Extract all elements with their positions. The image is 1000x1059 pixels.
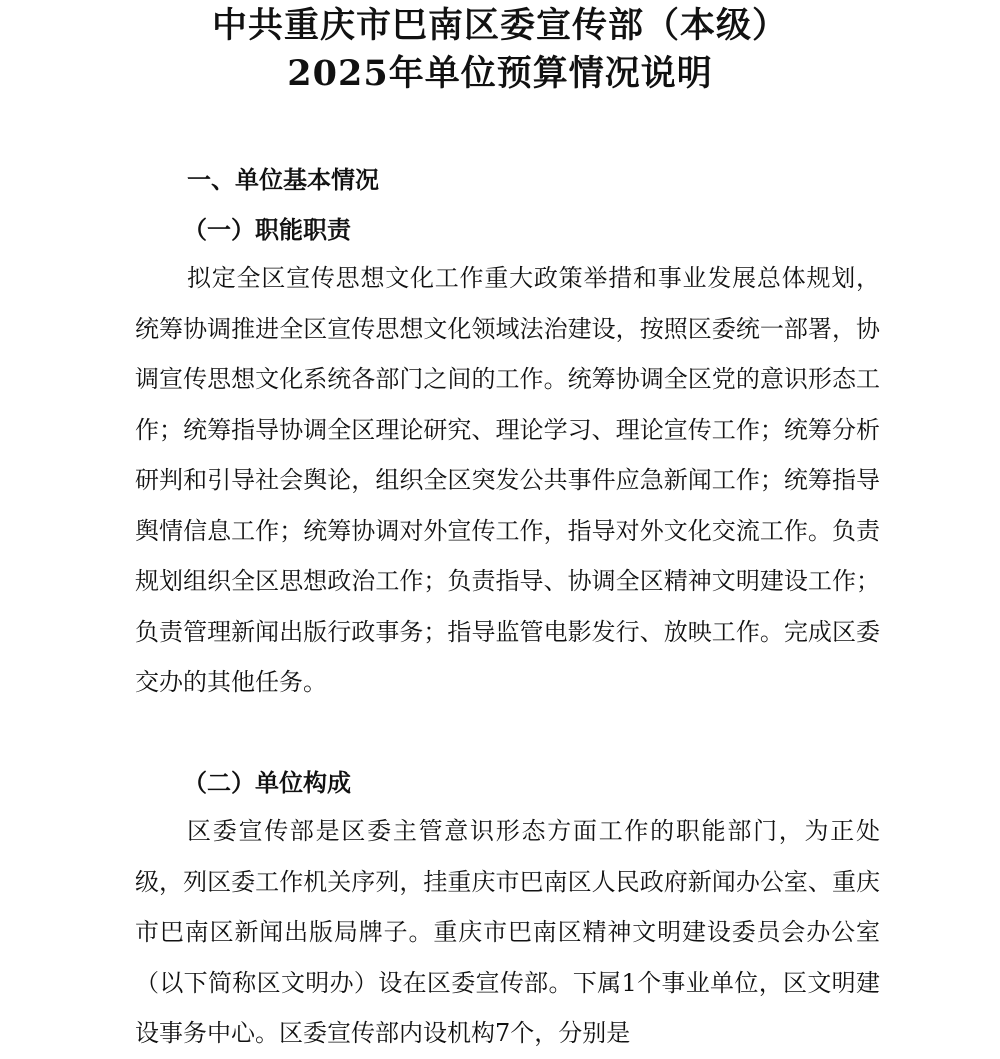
document-title-line-1: 中共重庆市巴南区委宣传部（本级）	[211, 5, 788, 46]
section-heading-basic-info: 一、单位基本情况	[187, 165, 379, 194]
paragraph-functions: 拟定全区宣传思想文化工作重大政策举措和事业发展总体规划，统筹协调推进全区宣传思想文化领域法治建设，按照区委统一部署，协调宣传思想文化系统各部门之间的工作。统筹协调全区党的意识形态工作；统筹指导协调全区理论研究、理论学习、理论宣传工作；统筹分析研判和引导社会舆论，组织全区突发公共事件应急新闻工作；统筹指导舆情信息工作；统筹协调对外宣传工作，指导对外文化交流工作。负责规划组织全区思想政治工作；负责指导、协调全区精神文明建设工作；负责管理新闻出版行政事务；指导监管电影发行、放映工作。完成区委交办的其他任务。	[135, 264, 880, 696]
subsection-heading-functions: （一）职能职责	[183, 215, 351, 244]
document-title-line-2: 2025年单位预算情况说明	[287, 53, 713, 94]
paragraph-composition: 区委宣传部是区委主管意识形态方面工作的职能部门，为正处级，列区委工作机关序列，挂重庆市巴南区人民政府新闻办公室、重庆市巴南区新闻出版局牌子。重庆市巴南区精神文明建设委员会办公室（以下简称区文明办）设在区委宣传部。下属1个事业单位，区文明建设事务中心。区委宣传部内设机构7个，分别是	[135, 817, 880, 1047]
subsection-heading-composition: （二）单位构成	[183, 768, 351, 797]
